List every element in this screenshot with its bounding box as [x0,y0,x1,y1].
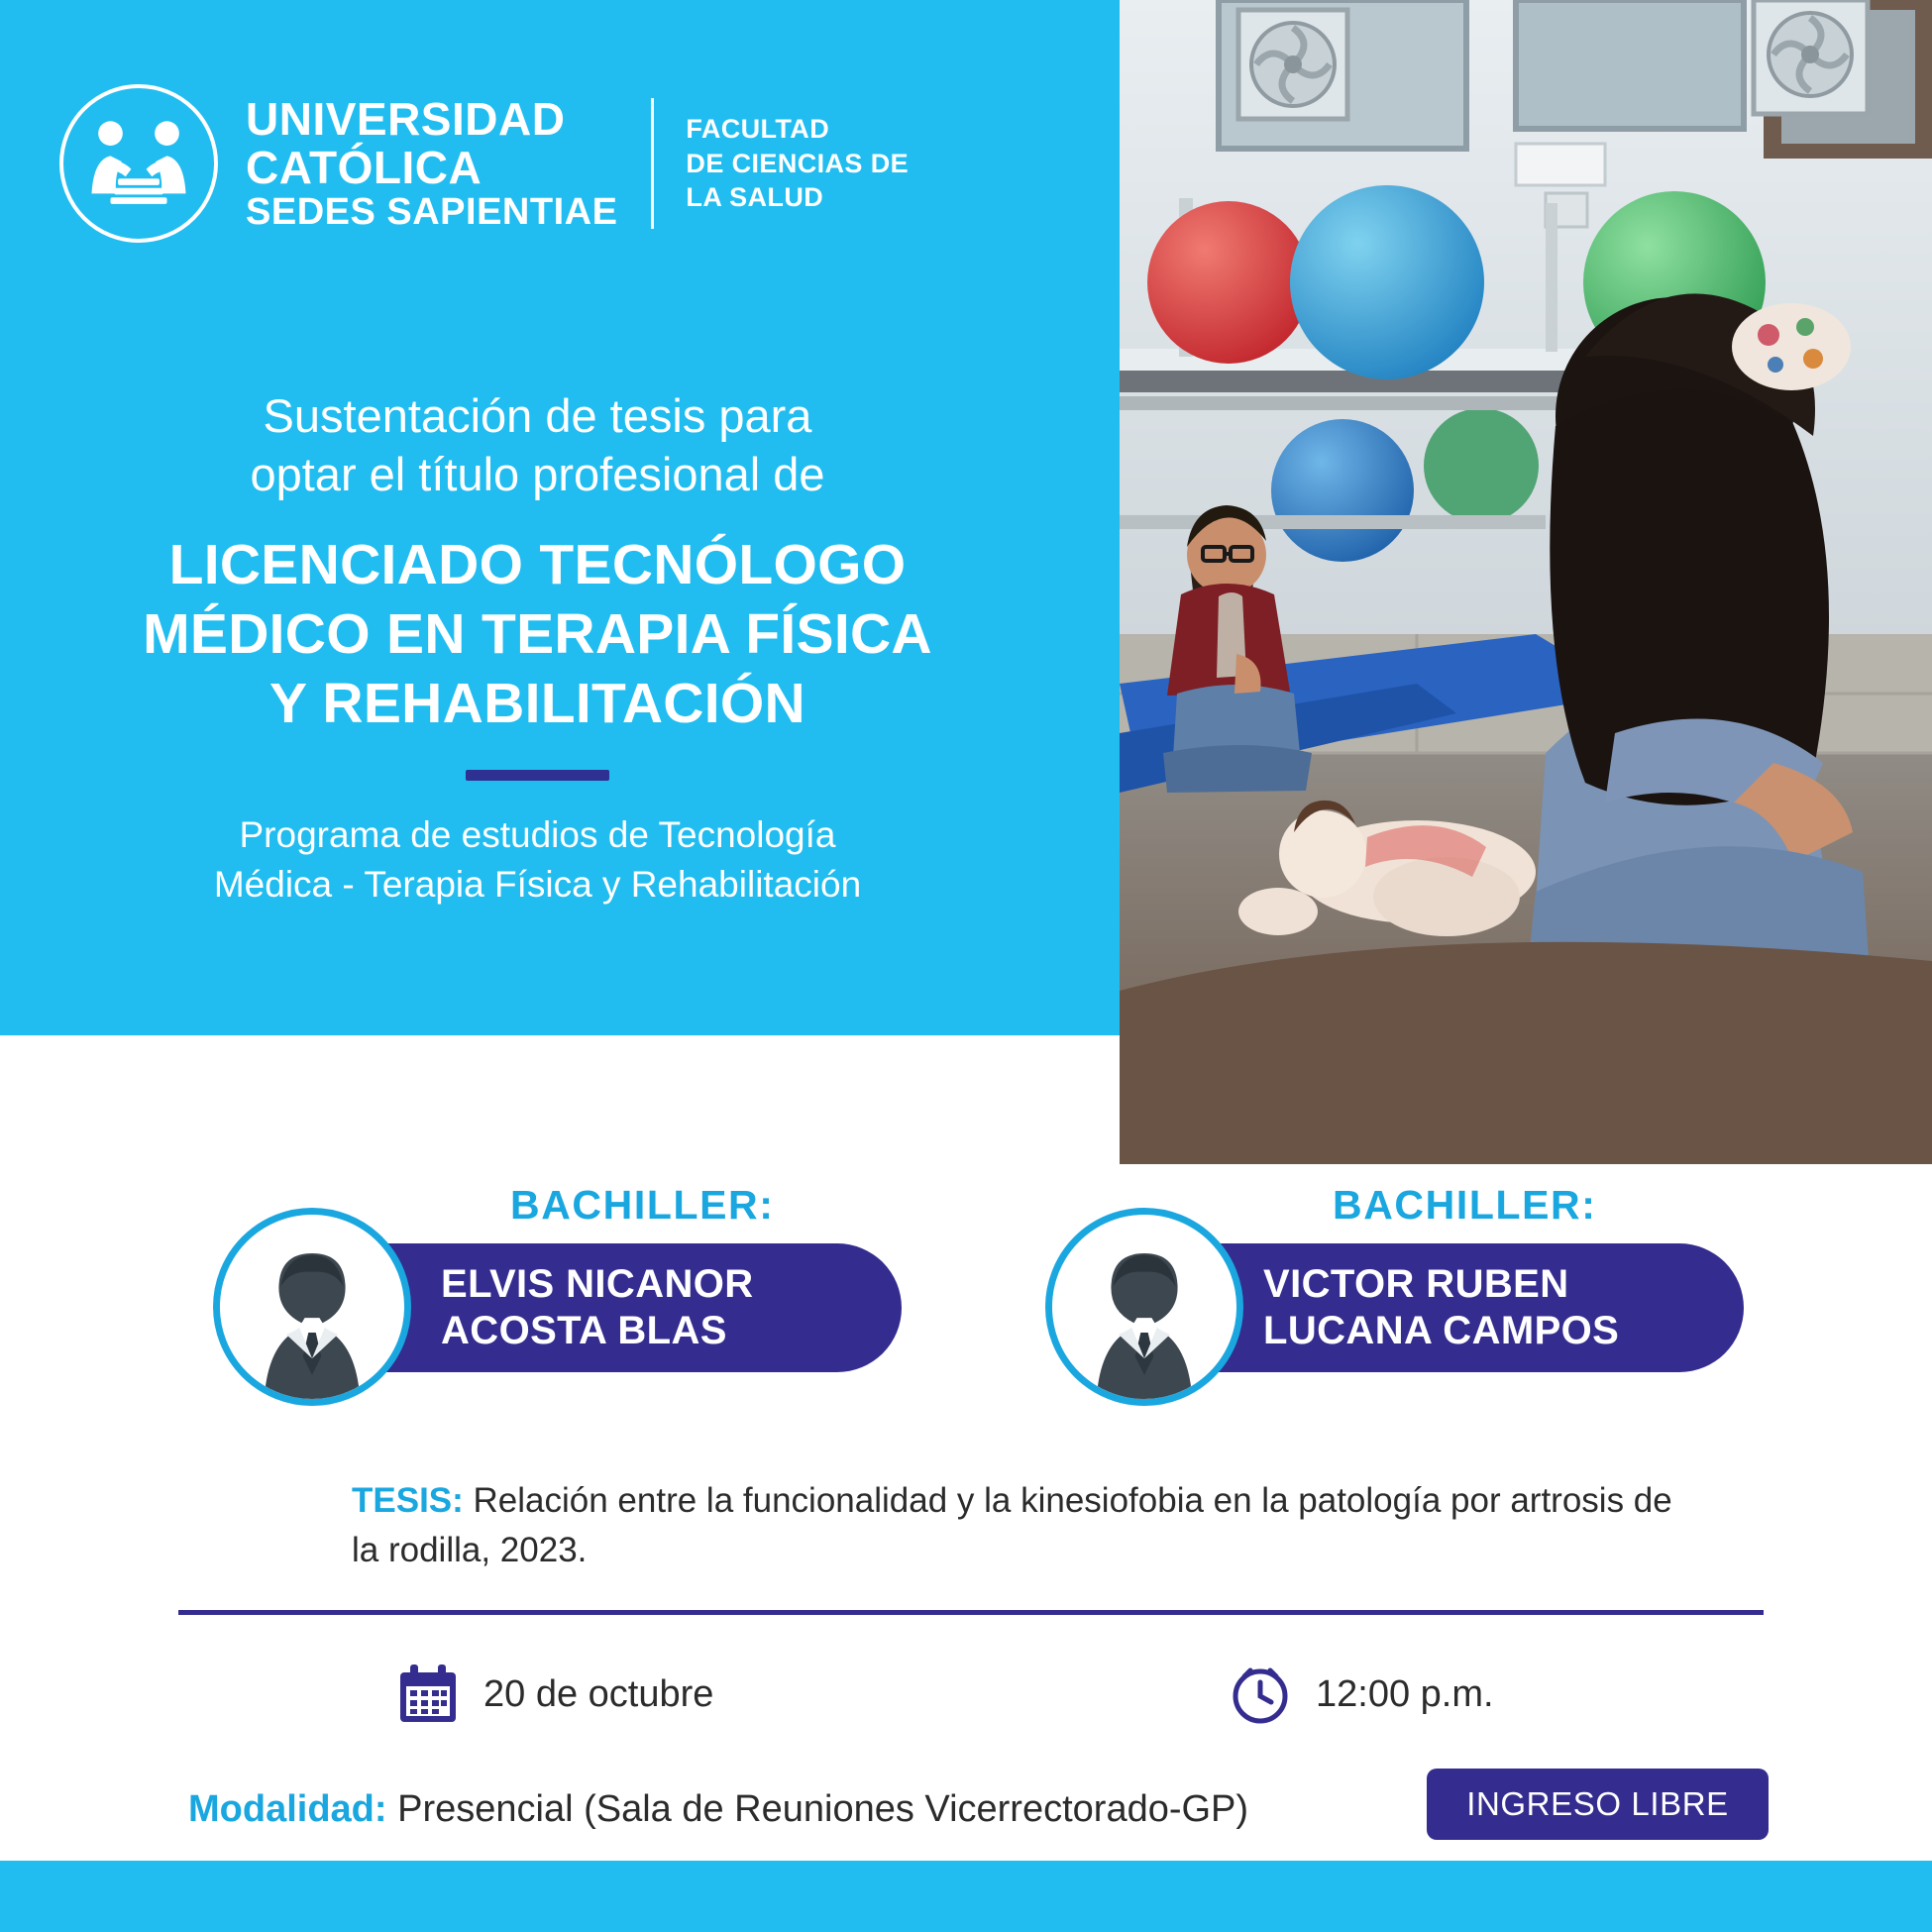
thesis-text: Relación entre la funcionalidad y la kinesiofobia en la patología por artrosis de la rodilla, 2023. [352,1481,1672,1569]
program-name [30,810,1045,911]
faculty-line1: FACULTAD [686,114,830,145]
university-name-line1: UNIVERSIDAD [246,93,566,146]
free-entry-badge: INGRESO LIBRE [1427,1769,1769,1840]
footer-band [0,1861,1932,1932]
thesis-label: TESIS: [352,1481,464,1520]
clock-icon [1229,1663,1292,1726]
university-name-line2: CATÓLICA [246,141,483,193]
event-modality [188,1788,1248,1831]
bachelor-name-1-line2: ACOSTA BLAS [441,1309,727,1352]
program-line1: Programa de estudios de Tecnología [239,814,836,856]
university-wordmark [246,95,617,232]
avatar-1 [213,1208,411,1406]
university-name-line3: SEDES SAPIENTIAE [246,190,618,233]
program-line2: Médica - Terapia Física y Rehabilitación [213,864,862,906]
event-time [1229,1663,1494,1726]
thesis-block [352,1476,1694,1574]
degree-line1: LICENCIADO TECNÓLOGO [168,533,907,597]
bachelor-name-1-line1: ELVIS NICANOR [441,1261,754,1306]
event-date-text: 20 de octubre [483,1672,714,1715]
bachelor-label-2: BACHILLER: [1333,1182,1597,1228]
event-time-text: 12:00 p.m. [1316,1672,1494,1715]
headline-block [0,386,1075,911]
lead-line1: Sustentación de tesis para [263,389,812,442]
degree-line3: Y REHABILITACIÓN [268,671,806,735]
faculty-line3: LA SALUD [686,182,824,213]
faculty-name [686,112,909,215]
avatar-2 [1045,1208,1243,1406]
bachelor-card-1 [213,1164,986,1427]
bachelor-label-1: BACHILLER: [510,1182,775,1228]
event-datetime-row [178,1645,1764,1759]
university-crest-icon [59,84,218,243]
lead-line2: optar el título profesional de [250,448,825,501]
calendar-icon [396,1663,460,1726]
university-logo-lockup [59,84,909,243]
bachelor-card-2 [1045,1164,1818,1427]
logo-divider [651,98,654,229]
faculty-line2: DE CIENCIAS DE [686,148,910,178]
section-divider [178,1610,1764,1615]
degree-title [30,531,1045,738]
bachelor-name-2-line1: VICTOR RUBEN [1263,1261,1569,1306]
accent-rule [466,770,609,781]
degree-line2: MÉDICO EN TERAPIA FÍSICA [143,601,932,666]
modality-value: Presencial (Sala de Reuniones Vicerrectorado-GP) [386,1788,1249,1830]
bachelor-name-2-line2: LUCANA CAMPOS [1263,1309,1620,1352]
modality-label: Modalidad: [188,1788,387,1830]
therapy-photo [1120,0,1932,1164]
event-date [396,1663,713,1726]
